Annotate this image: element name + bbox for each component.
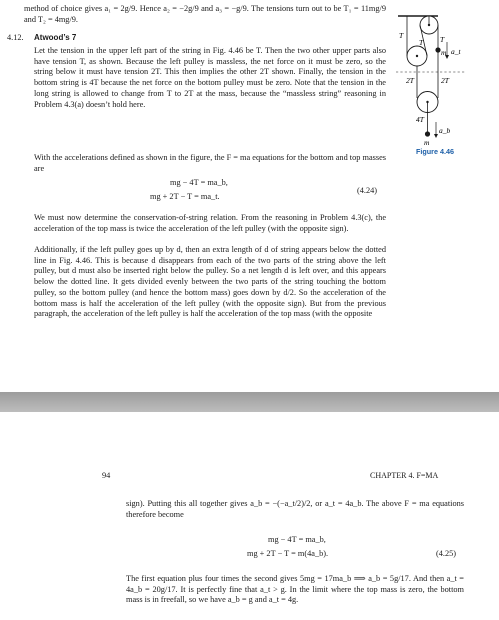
label-m-bottom: m (424, 138, 430, 147)
equation-4-25-line-2: mg + 2T − T = m(4a_b). (247, 549, 329, 558)
page-separator (0, 392, 499, 412)
equation-4-24-line-2: mg + 2T − T = ma_t. (150, 192, 220, 201)
label-t-right: T (440, 35, 445, 44)
running-head: CHAPTER 4. F=MA (370, 471, 439, 480)
solution-paragraph-3: We must now determine the conservation-of-string relation. From the reasoning in Problem 4.3(c), the acceleration of the top mass is twice the acceleration of the left pulley (with the opposite sign). (34, 213, 386, 233)
a-bottom-arrowhead (434, 134, 438, 138)
label-a-b: a_b (439, 126, 451, 135)
equation-4-24-line-1: mg − 4T = ma_b, (170, 178, 228, 187)
intro-paragraph: method of choice gives a₁ = 2g/9. Hence a₂ = −2g/9 and a₃ = −g/9. The tensions turn out to be T₁ = 11mg/9 and T₂ = 4mg/9. (24, 4, 386, 24)
label-m-top: m (441, 48, 447, 57)
left-pulley-hub (416, 55, 418, 57)
solution-paragraph-2: With the accelerations defined as shown in the figure, the F = ma equations for the bottom and top masses are (34, 153, 386, 173)
label-t-middle: T (419, 38, 424, 47)
bottom-paragraph-1: sign). Putting this all together gives a_b = −(−a_t/2)/2, or a_t = 4a_b. The above F = ma equations therefore become (126, 499, 464, 519)
label-a-t: a_t (451, 47, 461, 56)
equation-number-4-25: (4.25) (436, 549, 457, 558)
bottom-paragraph-2: The first equation plus four times the second gives 5mg = 17ma_b ⟹ a_b = 5g/17. And then a_t = 4a_b = 20g/17. It is perfectly fine that a_t > g. In the limit where the top mass is zero, the bottom mass is in freefall, so we have a_b = g and a_t = 4g. (126, 574, 464, 605)
label-2t-left: 2T (406, 76, 414, 85)
label-4t: 4T (416, 115, 424, 124)
label-t-left: T (399, 31, 404, 40)
page-number: 94 (102, 471, 111, 480)
solution-paragraph-4: Additionally, if the left pulley goes up by d, then an extra length of d of string appears below the dotted line in Fig. 4.46. This is because d disappears from each of the two parts of the string above the left pulley, but d must also be inserted right below the pulley. So a net length d is left over, and this appears below the dotted line. It gets divided evenly between the two parts of the string touching the bottom pulley, so the bottom pulley (and hence the bottom mass) goes down by d/2. So the acceleration of the bottom mass is half the acceleration of the left pulley (with the opposite sign). But from the previous paragraph, the acceleration of the left pulley is half the acceleration of the top mass (with the opposite (34, 245, 386, 319)
problem-title: Atwood’s 7 (34, 33, 77, 42)
bottom-mass (425, 131, 430, 136)
figure-caption: Figure 4.46 (416, 147, 454, 156)
page-bottom (0, 412, 499, 620)
equation-4-25-line-1: mg − 4T = ma_b, (268, 535, 326, 544)
problem-number: 4.12. (7, 33, 24, 42)
equation-number-4-24: (4.24) (357, 186, 378, 195)
solution-paragraph-1: Let the tension in the upper left part of the string in Fig. 4.46 be T. Then the two other upper parts also have tension T, as shown. Because the left pulley is massless, the net force on it must be zero, so the string below it must have tension 2T. This then implies the other 2T shown. Finally, the tension in the bottom string is 4T because the net force on the bottom pulley must be zero. Note that the tension in the long string is allowed to change from T to 2T at the mass, because the “massless string” reasoning in Problem 4.3(a) doesn’t hold here. (34, 46, 386, 109)
label-2t-right: 2T (441, 76, 449, 85)
figure-4-46 (388, 10, 496, 170)
